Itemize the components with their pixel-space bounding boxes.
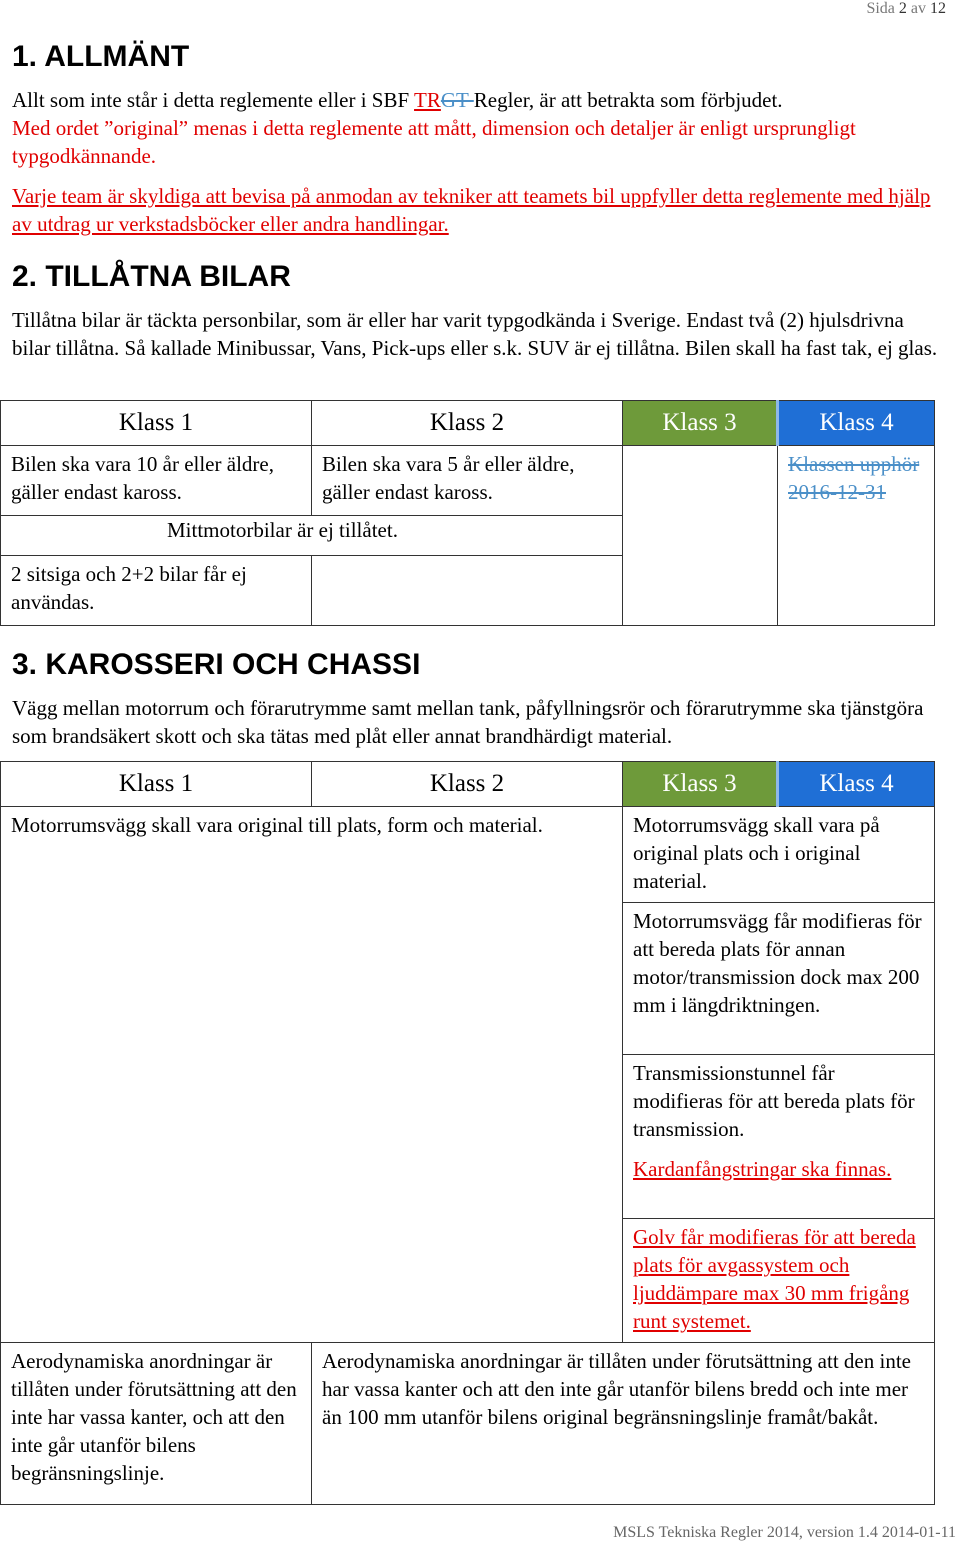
header-klass-3: Klass 3 [623, 762, 778, 807]
section-1-line-1: Allt som inte står i detta reglemente eller i SBF TRGT Regler, är att betrakta som förbjudet. [12, 88, 783, 112]
seats-rule: 2 sitsiga och 2+2 bilar får ej användas. [1, 556, 312, 626]
klass-2-age: Bilen ska vara 5 år eller äldre, gäller endast kaross. [312, 446, 623, 516]
section-2-title: 2. TILLÅTNA BILAR [12, 260, 291, 293]
section-3-intro: Vägg mellan motorrum och förarutrymme samt mellan tank, påfyllningsrör och förarutrymme ska tjänstgöra som brandsäkert skott och ska tätas med plåt eller annat brandhärdigt material. [12, 696, 924, 748]
section-2-intro: Tillåtna bilar är täckta personbilar, som är eller har varit typgodkända i Sverige. Endast två (2) hjulsdrivna bilar tillåtna. Så kallade Minibussar, Vans, Pick-ups eller s.k. SUV är ej tillåtna. Bilen skall ha fast tak, ej glas. [12, 308, 938, 360]
header-klass-1: Klass 1 [1, 401, 312, 446]
header-klass-4: Klass 4 [778, 401, 935, 446]
page-number: Sida 2 av 12 [866, 0, 946, 17]
mid-engine-rule: Mittmotorbilar är ej tillåtet. [1, 516, 623, 556]
section-1-title: 1. ALLMÄNT [12, 40, 190, 73]
footer: MSLS Tekniska Regler 2014, version 1.4 2014-01-11 [613, 1524, 956, 1541]
klass-3-4-floor: Golv får modifieras för att bereda plats för avgassystem och ljuddämpare max 30 mm frigång runt systemet. [623, 1219, 935, 1343]
klass-3-empty [623, 446, 778, 626]
klass-2-empty [312, 556, 623, 626]
klass-1-2-wall: Motorrumsvägg skall vara original till plats, form och material. [1, 807, 623, 1343]
header-klass-1: Klass 1 [1, 762, 312, 807]
klass-3-4-kardan: Kardanfångstringar ska finnas. [633, 1157, 892, 1181]
table-body-chassis [0, 761, 935, 1505]
header-klass-3: Klass 3 [623, 401, 778, 446]
header-klass-2: Klass 2 [312, 401, 623, 446]
section-1-original-def: Med ordet ”original” menas i detta reglemente att mått, dimension och detaljer är enligt ursprungligt typgodkännande. [12, 116, 856, 168]
klass-2-4-aero: Aerodynamiska anordningar är tillåten under förutsättning att den inte har vassa kanter och att den inte går utanför bilens bredd och inte mer än 100 mm utanför bilens original begränsningslinje framåt/bakåt. [312, 1343, 935, 1505]
klass-3-4-wall: Motorrumsvägg skall vara på original plats och i original material. [623, 807, 935, 903]
section-1-team-duty: Varje team är skyldiga att bevisa på anmodan av tekniker att teamets bil uppfyller detta reglemente med hjälp av utdrag ur verkstadsböcker eller andra handlingar. [12, 184, 931, 236]
table-allowed-cars [0, 400, 935, 626]
klass-3-4-tunnel: Transmissionstunnel får modifieras för att bereda plats för transmission. [633, 1061, 915, 1141]
header-klass-2: Klass 2 [312, 762, 623, 807]
section-3-title: 3. KAROSSERI OCH CHASSI [12, 648, 421, 681]
klass-3-4-wall-mod: Motorrumsvägg får modifieras för att bereda plats för annan motor/transmission dock max 200 mm i längdriktningen. [623, 903, 935, 1055]
header-klass-4: Klass 4 [778, 762, 935, 807]
klass-1-aero: Aerodynamiska anordningar är tillåten under förutsättning att den inte har vassa kanter, och att den inte går utanför bilens begränsningslinje. [1, 1343, 312, 1505]
klass-1-age: Bilen ska vara 10 år eller äldre, gäller endast kaross. [1, 446, 312, 516]
klass-4-discontinued: Klassen upphör 2016-12-31 [788, 452, 920, 504]
